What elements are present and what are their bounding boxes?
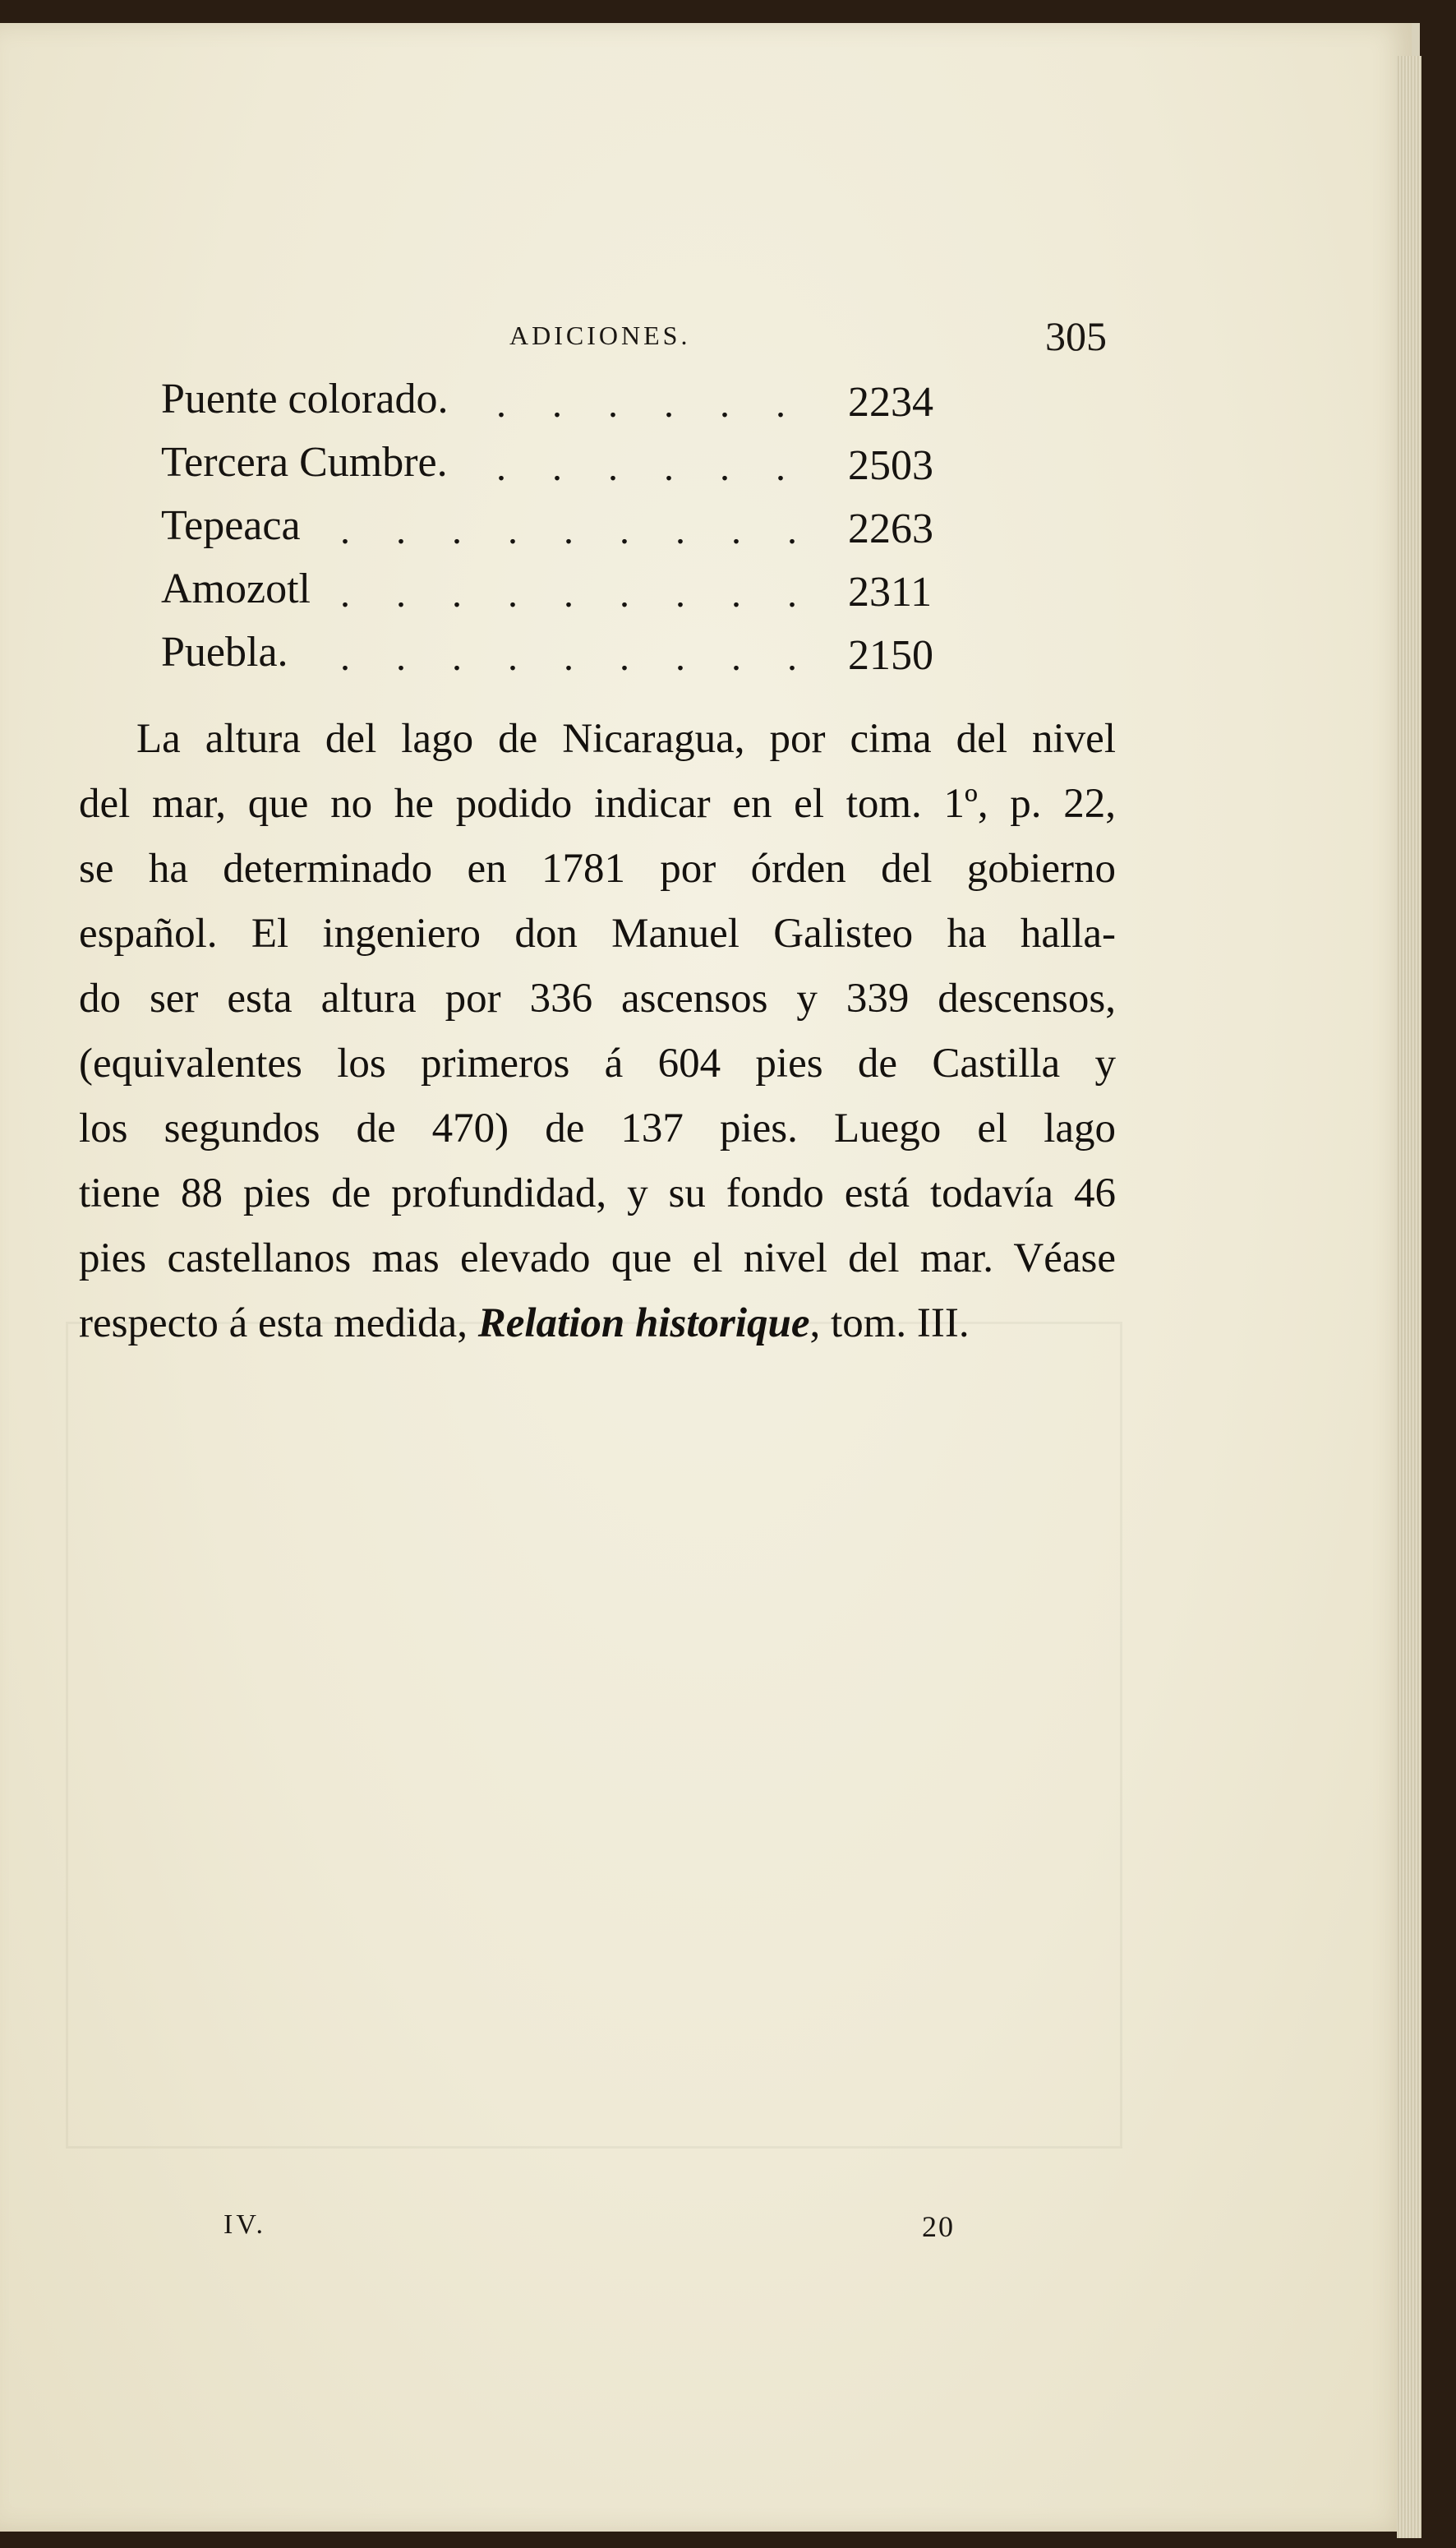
paragraph-line: tiene 88 pies de profundidad, y su fondo está todavía 46 — [79, 1170, 1116, 1216]
book-page — [0, 23, 1420, 2532]
page-number: 305 — [1045, 313, 1107, 359]
leader-dots: . . . . . . . . . — [340, 572, 815, 616]
sheet-number: 20 — [922, 2210, 955, 2243]
leader-dots: . . . . . . — [496, 382, 804, 426]
altitude-value: 2263 — [848, 505, 933, 552]
table-row — [161, 565, 983, 628]
paragraph-last-line — [79, 1291, 1116, 1356]
running-head: ADICIONES. — [509, 321, 691, 350]
paragraph-line: (equivalentes los primeros á 604 pies de Castilla y — [79, 1041, 1116, 1087]
altitude-value: 2234 — [848, 379, 933, 426]
show-through-table — [66, 1322, 1122, 2149]
altitude-table — [161, 375, 983, 691]
signature-mark: IV. — [223, 2209, 266, 2240]
paragraph-line: español. El ingeniero don Manuel Galisteo ha halla- — [79, 911, 1116, 957]
place-name: Puente colorado. — [161, 376, 449, 422]
paragraph-line: los segundos de 470) de 137 pies. Luego el lago — [79, 1106, 1116, 1152]
last-line-end: , tom. III. — [809, 1300, 970, 1346]
place-name: Puebla. — [161, 629, 288, 676]
paragraph-line: do ser esta altura por 336 ascensos y 339 descensos, — [79, 976, 1116, 1022]
page-header — [0, 312, 1412, 362]
table-row — [161, 501, 983, 565]
altitude-value: 2311 — [848, 569, 933, 616]
paragraph-line: se ha determinado en 1781 por órden del gobierno — [79, 846, 1116, 892]
body-paragraph — [79, 707, 1116, 1356]
leader-dots: . . . . . . — [496, 445, 804, 489]
page-edge — [1397, 56, 1421, 2538]
place-name: Tepeaca — [161, 502, 301, 549]
place-name: Amozotl — [161, 565, 311, 612]
table-row — [161, 628, 983, 691]
leader-dots: . . . . . . . . . — [340, 509, 815, 552]
altitude-value: 2503 — [848, 442, 933, 489]
paragraph-line: del mar, que no he podido indicar en el tom. 1º, p. 22, — [79, 781, 1116, 827]
work-title: Relation historique — [477, 1300, 810, 1346]
table-row — [161, 375, 983, 438]
leader-dots: . . . . . . . . . — [340, 635, 815, 679]
paragraph-line: La altura del lago de Nicaragua, por cima del nivel — [136, 716, 1116, 762]
paragraph-line: pies castellanos mas elevado que el nivel del mar. Véase — [79, 1235, 1116, 1281]
page-footer — [0, 2209, 1412, 2259]
last-line-start: respecto á esta medida, — [79, 1300, 468, 1346]
place-name: Tercera Cumbre. — [161, 439, 448, 486]
altitude-value: 2150 — [848, 632, 933, 679]
table-row — [161, 438, 983, 501]
